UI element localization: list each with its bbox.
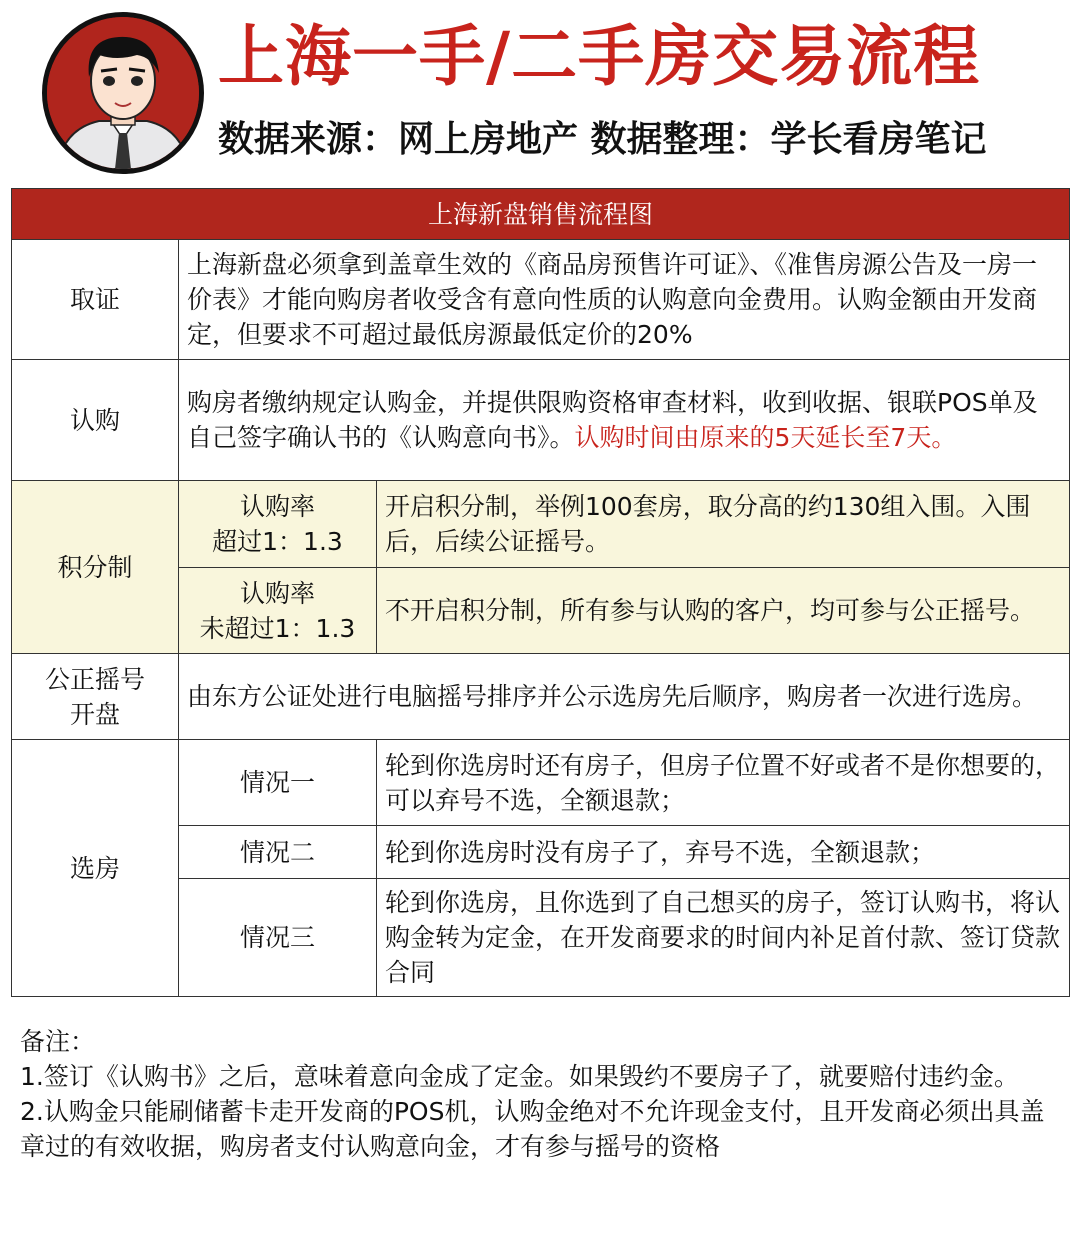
row-label-subscribe: 认购 <box>12 360 179 481</box>
table-row <box>12 360 1070 481</box>
row-label-points: 积分制 <box>12 481 179 654</box>
row-label-choose: 选房 <box>12 740 179 997</box>
data-source-line: 数据来源：网上房地产 数据整理：学长看房笔记 <box>218 119 987 160</box>
row-label-lottery-line1: 公正摇号 <box>44 664 145 694</box>
header <box>0 0 1080 185</box>
row-text-case3: 轮到你选房，且你选到了自己想买的房子，签订认购书，将认购金转为定金，在开发商要求的时间内补足首付款、签订贷款合同 <box>377 879 1070 997</box>
notes-heading: 备注： <box>20 1027 96 1056</box>
sub-label-over-line2: 超过1：1.3 <box>212 527 343 556</box>
sales-process-table <box>11 188 1070 997</box>
row-text-case2: 轮到你选房时没有房子了，弃号不选，全额退款； <box>377 826 1070 879</box>
table-row <box>12 240 1070 360</box>
avatar <box>42 12 204 174</box>
row-label-lottery <box>12 654 179 740</box>
sub-label-case1: 情况一 <box>179 740 377 826</box>
sub-label-under <box>179 568 377 654</box>
table-row <box>12 481 1070 568</box>
sub-label-case2: 情况二 <box>179 826 377 879</box>
sub-label-over <box>179 481 377 568</box>
note-item: 1.签订《认购书》之后，意味着意向金成了定金。如果毁约不要房子了，就要赔付违约金。 <box>20 1062 1019 1091</box>
table-row <box>12 654 1070 740</box>
row-label-certificate: 取证 <box>12 240 179 360</box>
page-title: 上海一手/二手房交易流程 <box>218 18 981 95</box>
sub-label-over-line1: 认购率 <box>239 492 315 521</box>
row-text-lottery: 由东方公证处进行电脑摇号排序并公示选房先后顺序，购房者一次进行选房。 <box>179 654 1070 740</box>
row-text-points-under: 不开启积分制，所有参与认购的客户，均可参与公正摇号。 <box>377 568 1070 654</box>
sub-label-under-line1: 认购率 <box>239 578 315 608</box>
row-label-lottery-line2: 开盘 <box>69 699 120 729</box>
table-title: 上海新盘销售流程图 <box>12 189 1070 240</box>
subscribe-highlight: 认购时间由原来的5天延长至7天。 <box>574 423 957 452</box>
subscribe-text: 购房者缴纳规定认购金，并提供限购资格审查材料，收到收据、银联POS单及自己签字确认书的《认购意向书》。 <box>187 388 1038 452</box>
man-in-suit-avatar-icon <box>47 17 199 169</box>
note-item: 2.认购金只能刷储蓄卡走开发商的POS机，认购金绝对不允许现金支付，且开发商必须出具盖章过的有效收据，购房者支付认购意向金，才有参与摇号的资格 <box>20 1097 1045 1161</box>
table-row <box>12 740 1070 826</box>
row-text-subscribe <box>179 360 1070 481</box>
row-text-certificate: 上海新盘必须拿到盖章生效的《商品房预售许可证》、《准售房源公告及一房一价表》才能向购房者收受含有意向性质的认购意向金费用。认购金额由开发商定，但要求不可超过最低房源最低定价的20% <box>179 240 1070 360</box>
row-text-points-over: 开启积分制，举例100套房，取分高的约130组入围。入围后，后续公证摇号。 <box>377 481 1070 568</box>
sub-label-under-line2: 未超过1：1.3 <box>199 613 356 643</box>
notes-section <box>20 1024 1065 1164</box>
sub-label-case3: 情况三 <box>179 879 377 997</box>
row-text-case1: 轮到你选房时还有房子，但房子位置不好或者不是你想要的，可以弃号不选，全额退款； <box>377 740 1070 826</box>
